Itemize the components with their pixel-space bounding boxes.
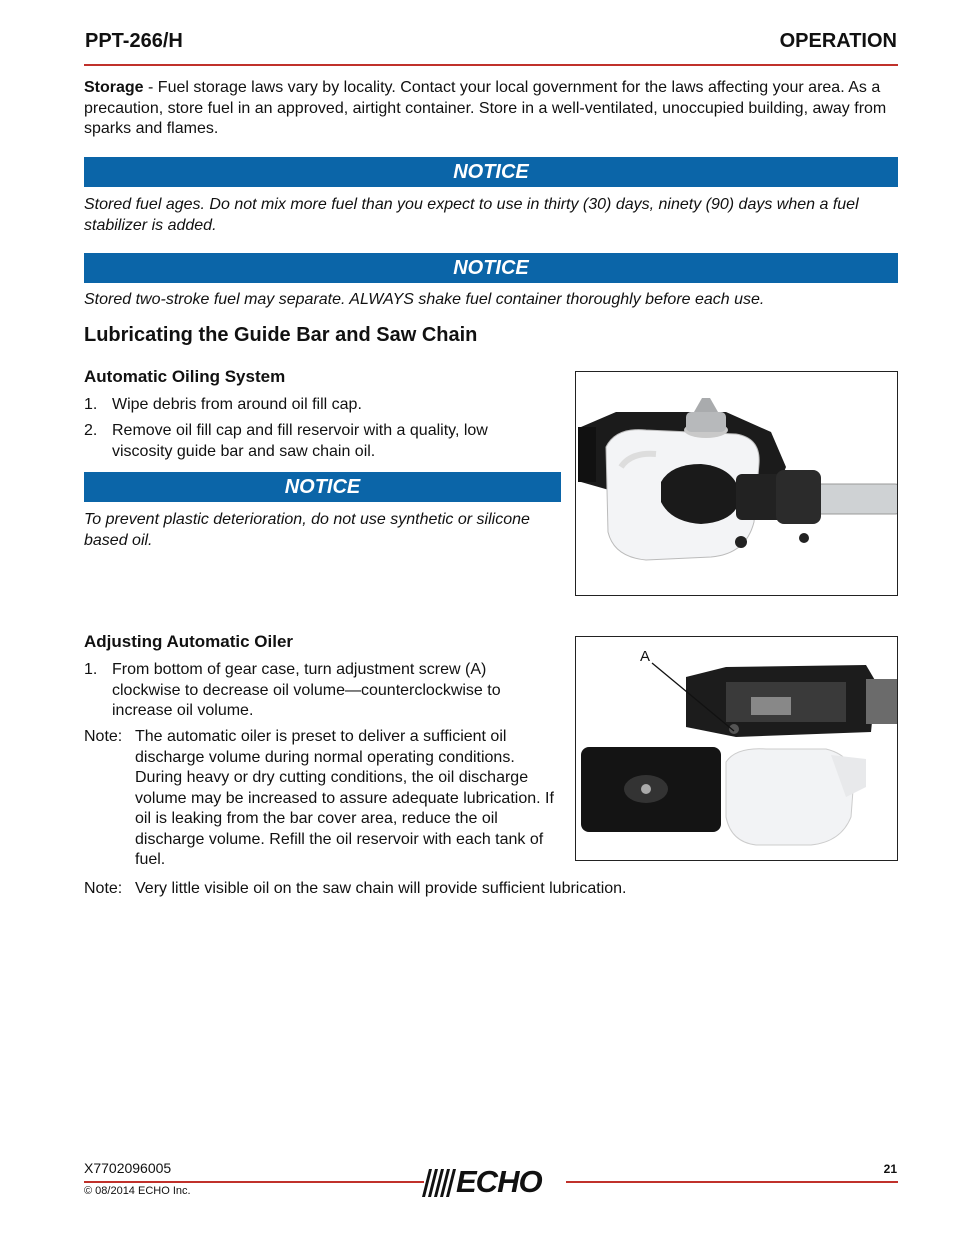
callout-label-a: A [640,648,651,665]
notice-text-3: To prevent plastic deterioration, do not use synthetic or silicone based oil. [84,511,530,549]
list-item: 1. From bottom of gear case, turn adjustment screw (A) clockwise to decrease oil volume—counterclockwise to increase oil volume. [84,661,501,719]
notice-banner-1: NOTICE [84,157,898,187]
echo-wordmark: ECHO [456,1164,542,1199]
oil-reservoir-photo [575,371,898,596]
storage-text: - Fuel storage laws vary by locality. Contact your local government for the laws affecting your area. As a precaution, store fuel in an approved, airtight container. Store in a well-ventilated, unoccupied building, away from sparks and flames. [84,79,887,137]
list-item: 2. Remove oil fill cap and fill reservoir with a quality, low viscosity guide bar and saw chain oil. [84,422,488,460]
auto-oiling-heading: Automatic Oiling System [84,367,286,386]
notice-banner-3: NOTICE [84,472,561,502]
echo-logo [420,1164,568,1199]
copyright: © 08/2014 ECHO Inc. [84,1185,191,1197]
storage-paragraph [84,78,898,140]
note-saw-chain-oil: Note: Very little visible oil on the saw chain will provide sufficient lubrication. [84,880,627,897]
page-number: 21 [883,1162,897,1176]
section-title: OPERATION [779,30,897,52]
notice-text-1: Stored fuel ages. Do not mix more fuel than you expect to use in thirty (30) days, ninety (90) days when a fuel stabilizer is added. [84,196,859,234]
notice-text-2: Stored two-stroke fuel may separate. ALWAYS shake fuel container thoroughly before each use. [84,291,765,308]
footer-rule-right [566,1181,898,1183]
notice-banner-2: NOTICE [84,253,898,283]
oil-reservoir-illustration [576,372,897,595]
storage-lead: Storage [84,79,144,96]
part-number: X7702096005 [84,1160,172,1176]
oiler-adjustment-illustration [576,637,897,860]
list-item: 1. Wipe debris from around oil fill cap. [84,396,362,413]
oiler-adjustment-photo [575,636,898,861]
footer-rule-left [84,1181,424,1183]
adjusting-oiler-heading: Adjusting Automatic Oiler [84,632,294,651]
note-oiler-preset: Note: The automatic oiler is preset to deliver a sufficient oil discharge volume during normal operating conditions. During heavy or dry cutting conditions, the oil discharge volume may be increased to assure adequate lubrication. If oil is leaking from the bar cover area, reduce the oil discharge volume. Refill the oil reservoir with each tank of fuel. [84,728,554,868]
header-rule [84,64,898,66]
lubricating-heading: Lubricating the Guide Bar and Saw Chain [84,324,478,346]
model-number: PPT-266/H [85,30,183,52]
